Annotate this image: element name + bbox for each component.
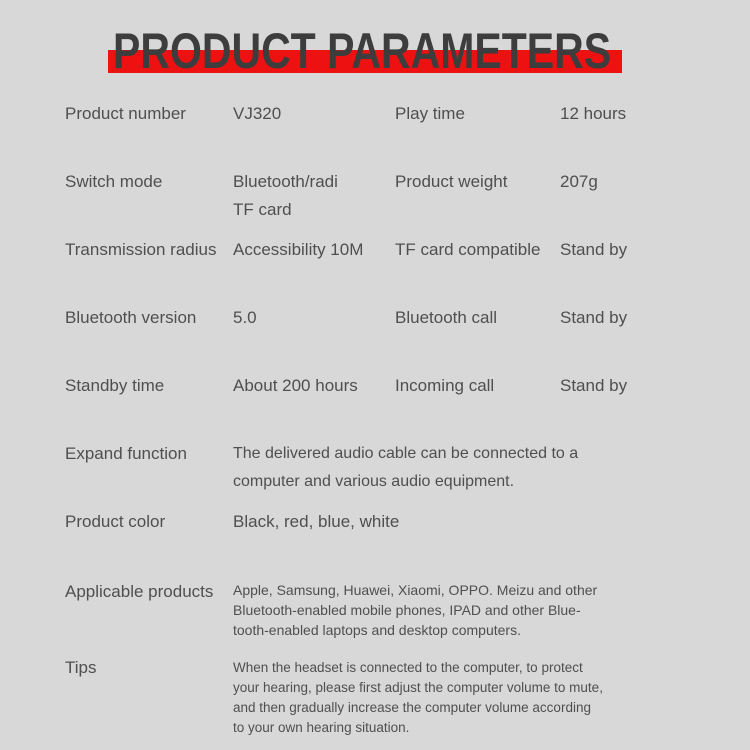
spec-value-product-weight: 207g (560, 172, 598, 191)
spec-label-product-color: Product color (65, 512, 166, 531)
spec-label-tf-card-compatible: TF card compatible (395, 240, 541, 259)
page-title: PRODUCT PARAMETERS (113, 23, 612, 79)
spec-label-standby-time: Standby time (65, 376, 165, 395)
spec-label-switch-mode: Switch mode (65, 172, 163, 191)
spec-label-applicable-products: Applicable products (65, 582, 214, 601)
spec-value-applicable-products (233, 580, 597, 640)
spec-value-line: tooth-enabled laptops and desktop computers. (233, 622, 521, 638)
spec-value-line: Bluetooth/radi (233, 172, 338, 191)
spec-value-line: your hearing, please first adjust the computer volume to mute, (233, 680, 603, 695)
spec-label-play-time: Play time (395, 104, 465, 123)
spec-value-line: TF card (233, 200, 292, 219)
spec-label-transmission-radius: Transmission radius (65, 240, 217, 259)
spec-value-switch-mode (233, 168, 338, 224)
spec-value-line: When the headset is connected to the computer, to protect (233, 660, 583, 675)
spec-label-bluetooth-version: Bluetooth version (65, 308, 197, 327)
spec-value-standby-time: About 200 hours (233, 376, 358, 395)
spec-value-product-number: VJ320 (233, 104, 282, 123)
spec-value-expand-function (233, 440, 578, 496)
spec-value-line: Apple, Samsung, Huawei, Xiaomi, OPPO. Meizu and other (233, 582, 598, 598)
spec-label-tips: Tips (65, 658, 97, 677)
spec-value-transmission-radius: Accessibility 10M (233, 240, 364, 259)
spec-value-line: Bluetooth-enabled mobile phones, IPAD and other Blue- (233, 602, 581, 618)
spec-label-bluetooth-call: Bluetooth call (395, 308, 498, 327)
spec-value-tips (233, 658, 603, 738)
spec-value-line: and then gradually increase the computer volume according (233, 700, 591, 715)
spec-value-bluetooth-call: Stand by (560, 308, 628, 327)
spec-label-product-weight: Product weight (395, 172, 508, 191)
spec-label-incoming-call: Incoming call (395, 376, 495, 395)
spec-value-bluetooth-version: 5.0 (233, 308, 257, 327)
spec-value-line: to your own hearing situation. (233, 720, 410, 735)
spec-label-expand-function: Expand function (65, 444, 187, 463)
spec-value-line: computer and various audio equipment. (233, 473, 515, 490)
spec-value-tf-card-compatible: Stand by (560, 240, 628, 259)
spec-value-play-time: 12 hours (560, 104, 627, 123)
spec-value-line: The delivered audio cable can be connected to a (233, 445, 579, 462)
spec-label-product-number: Product number (65, 104, 186, 123)
spec-value-incoming-call: Stand by (560, 376, 628, 395)
spec-value-product-color: Black, red, blue, white (233, 512, 400, 531)
